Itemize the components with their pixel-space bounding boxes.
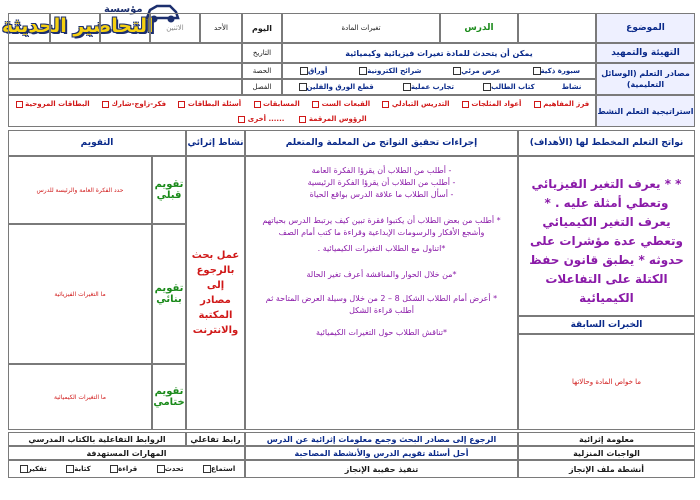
assessment-header: التقويم xyxy=(8,130,186,156)
class-label: الفصل xyxy=(242,79,282,95)
procedure-step: * أطلب من بعض الطلاب أن يكتبوا فقرة تبين كيف يرتبط الدرس بحياتهم وأشجع الأفكار والرسومات الإبداعية وقراءة ما كتب أمام الصف xyxy=(262,216,501,237)
assessment-label-final: تقويم ختامي xyxy=(152,364,186,430)
checkbox-icon[interactable] xyxy=(299,83,307,91)
resources-row2 xyxy=(282,79,596,95)
checkbox-icon[interactable] xyxy=(300,67,308,75)
resources-row1 xyxy=(282,63,596,79)
strategy-item[interactable]: أسئلة البطاقات xyxy=(177,100,241,108)
enrichment-text: عمل بحث بالرجوع إلى مصادر المكتبة والانترنت xyxy=(191,250,240,336)
skill-item[interactable]: كتابة xyxy=(64,465,90,473)
interactive-label: رابط تفاعلي xyxy=(186,432,245,446)
resource-item[interactable]: سبورة ذكية xyxy=(531,67,581,75)
resources-label: مصادر التعلم (الوسائل التعليمية) xyxy=(596,63,695,95)
lesson-label: الدرس xyxy=(440,13,518,43)
checkbox-icon[interactable] xyxy=(102,101,109,108)
checkbox-icon[interactable] xyxy=(462,101,469,108)
assessment-label-form: تقويم بنائي xyxy=(152,224,186,364)
resource-item[interactable]: نشاط xyxy=(561,83,582,91)
checkbox-icon[interactable] xyxy=(254,101,261,108)
checkbox-icon[interactable] xyxy=(483,83,491,91)
checkbox-icon[interactable] xyxy=(157,465,165,473)
class-value xyxy=(8,79,242,95)
homework-value: أحل أسئلة تقويم الدرس والأنشطة المصاحبة xyxy=(245,446,518,460)
day-label: اليوم xyxy=(242,13,282,43)
strategy-item[interactable]: التدريس التبادلي xyxy=(381,100,449,108)
strategy-item[interactable]: الرؤوس المرقمة xyxy=(298,115,366,123)
intro-text: يمكن أن يتحدث للمادة تغيرات فيزيائية وكيميائية xyxy=(282,43,596,63)
assessment-label-pre: تقويم قبلي xyxy=(152,156,186,224)
resource-item[interactable]: عرض مرئي xyxy=(451,67,500,75)
checkbox-icon[interactable] xyxy=(238,116,245,123)
day-thu xyxy=(8,13,50,43)
strategies-label: استراتيجية التعلم النشط xyxy=(596,95,695,127)
procedure-step: *تناقش الطلاب حول التغيرات الكيميائية xyxy=(315,328,448,337)
day-wed xyxy=(50,13,100,43)
checkbox-icon[interactable] xyxy=(110,465,118,473)
interactive-link[interactable]: الروابط التفاعلية بالكتاب المدرسي xyxy=(8,432,186,446)
assessment-text-pre: حدد الفكرة العامة والرئيسة للدرس xyxy=(8,156,152,224)
day-sun: الأحد xyxy=(200,13,242,43)
assessment-text-final: ما التغيرات الكيميائية xyxy=(8,364,152,430)
skill-item[interactable]: تفكير xyxy=(18,465,47,473)
checkbox-icon[interactable] xyxy=(382,101,389,108)
procedure-step: - أطلب من الطلاب أن يقرؤا الفكرة الرئيسية xyxy=(307,178,456,187)
resource-item[interactable]: قطع الورق والفلين xyxy=(297,83,374,91)
period-value xyxy=(8,63,242,79)
procedure-step: - أطلب من الطلاب أن يقرؤا الفكرة العامة xyxy=(311,166,452,175)
lesson-value: تغيرات المادة xyxy=(282,13,440,43)
day-mon: الاثنين xyxy=(150,13,200,43)
skill-item[interactable]: قراءة xyxy=(108,465,137,473)
subject-value xyxy=(518,13,596,43)
date-label: التاريخ xyxy=(242,43,282,63)
checkbox-icon[interactable] xyxy=(312,101,319,108)
procedure-step: - أسأل الطلاب ما علاقة الدرس بواقع الحياة xyxy=(309,190,454,199)
homework-label: الواجبات المنزلية xyxy=(518,446,695,460)
strategy-item[interactable]: القبعات الست xyxy=(311,100,370,108)
period-label: الحصة xyxy=(242,63,282,79)
outcomes-header: نواتج التعلم المخطط لها (الأهداف) xyxy=(518,130,695,156)
strategy-item[interactable]: البطاقات المروحية xyxy=(15,100,90,108)
checkbox-icon[interactable] xyxy=(403,83,411,91)
day-tue xyxy=(100,13,150,43)
outcomes-body xyxy=(518,156,695,316)
procedure-step: *اتناول مع الطلاب التغيرات الكيميائية . xyxy=(317,244,446,253)
checkbox-icon[interactable] xyxy=(203,465,211,473)
skills-list xyxy=(8,460,245,478)
strategy-item[interactable]: أخرى ...... xyxy=(237,115,284,123)
logo-subtitle: مؤسسة xyxy=(104,4,143,15)
resource-item[interactable]: كتاب الطالب xyxy=(481,83,535,91)
skill-item[interactable]: استماع xyxy=(201,465,235,473)
outcomes-text: * * يعرف التغير الفيزيائي وتعطي أمثلة عليه . * يعرف التغير الكيميائي وتعطي عدة مؤشرات على حدوثه * يطبق قانون حفظ الكتلة على التفاعلات الكيميائية xyxy=(529,177,684,305)
date-value xyxy=(8,43,242,63)
enrich-info-label: معلومة إثرائية xyxy=(518,432,695,446)
subject-label: الموضوع xyxy=(596,13,695,43)
enrich-info-value: الرجوع إلى مصادر البحث وجمع معلومات إثرائية عن الدرس xyxy=(245,432,518,446)
strategies-list xyxy=(8,95,596,127)
skill-item[interactable]: تحدث xyxy=(155,465,184,473)
strategy-item[interactable]: أعواد المثلجات xyxy=(461,100,522,108)
checkbox-icon[interactable] xyxy=(20,465,28,473)
assessment-text-form: ما التغيرات الفيزيائية xyxy=(8,224,152,364)
prior-label: الخبرات السابقة xyxy=(518,316,695,334)
portfolio-label: أنشطة ملف الإنجاز xyxy=(518,460,695,478)
enrichment-header: نشاط إثرائي xyxy=(186,130,245,156)
strategy-item[interactable]: فكر-زاوج-شارك xyxy=(101,100,166,108)
procedure-step: * أعرض أمام الطلاب الشكل 8 – 2 من خلال وسيلة العرض المتاحة ثم أطلب قراءة الشكل xyxy=(265,294,498,315)
checkbox-icon[interactable] xyxy=(299,116,306,123)
strategy-item[interactable]: فرز المفاهيم xyxy=(533,100,589,108)
intro-label: التهيئة والتمهيد xyxy=(596,43,695,63)
checkbox-icon[interactable] xyxy=(178,101,185,108)
logo-title: التحاضير الحديثة xyxy=(2,15,154,37)
prior-value: ما خواص المادة وحالاتها xyxy=(518,334,695,430)
checkbox-icon[interactable] xyxy=(16,101,23,108)
procedure-step: *من خلال الحوار والمناقشة أعرف تغير الحالة xyxy=(306,270,457,279)
enrichment-body xyxy=(186,156,245,430)
resource-item[interactable]: أوراق xyxy=(298,67,327,75)
checkbox-icon[interactable] xyxy=(533,67,541,75)
procedures-header: إجراءات تحقيق النواتج من المعلمة والمتعلم xyxy=(245,130,518,156)
checkbox-icon[interactable] xyxy=(66,465,74,473)
checkbox-icon[interactable] xyxy=(534,101,541,108)
resource-item[interactable]: شرائح الكترونية xyxy=(357,67,421,75)
skills-label: المهارات المستهدفة xyxy=(8,446,245,460)
portfolio-value: تنفيذ حقيبة الإنجاز xyxy=(245,460,518,478)
resource-item[interactable]: تجارب عملية xyxy=(401,83,454,91)
strategy-item[interactable]: المسابقات xyxy=(253,100,300,108)
procedures-body xyxy=(245,156,518,430)
